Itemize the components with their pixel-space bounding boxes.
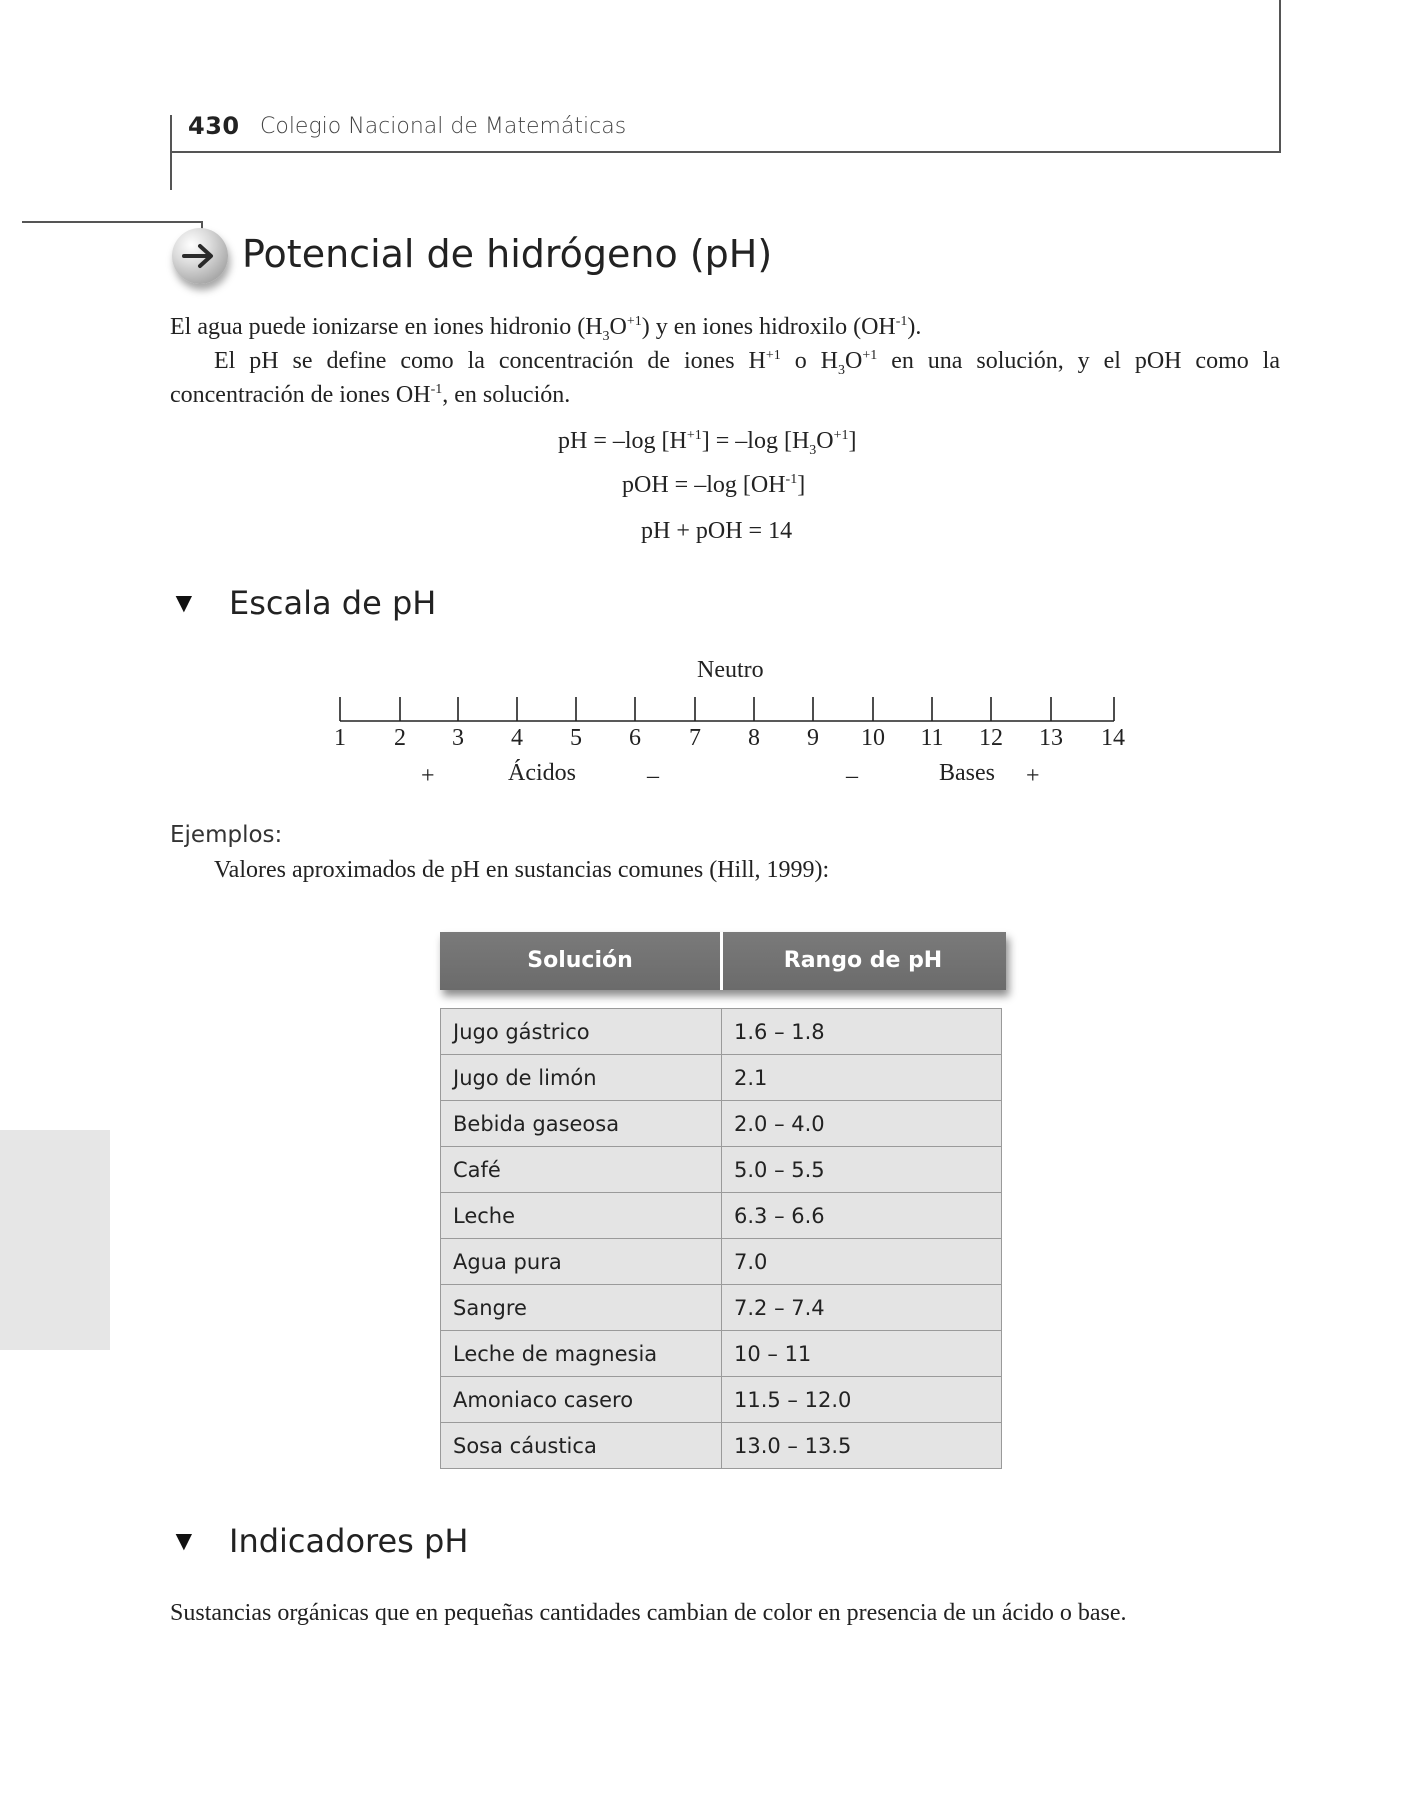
formula-poh: pOH = –log $[OH^{-1}]$ (622, 472, 806, 498)
cell-ph-range: 7.0 (722, 1239, 1002, 1285)
table-row (441, 1285, 1002, 1331)
section-rule (22, 221, 202, 223)
indicators-heading: Indicadores pH (229, 1522, 469, 1560)
table-row (441, 1423, 1002, 1469)
ph-scale-bar (338, 695, 1118, 725)
examples-text: Valores aproximados de pH en sustancias comunes (Hill, 1999): (214, 857, 830, 883)
cell-solution: Leche (441, 1193, 722, 1239)
cell-ph-range: 2.0 – 4.0 (722, 1101, 1002, 1147)
examples-label: Ejemplos: (170, 822, 283, 848)
header-solution: Solución (527, 948, 633, 973)
cell-ph-range: 10 – 11 (722, 1331, 1002, 1377)
cell-ph-range: 5.0 – 5.5 (722, 1147, 1002, 1193)
cell-solution: Sosa cáustica (441, 1423, 722, 1469)
scale-number: 11 (920, 725, 944, 751)
header-right-rule (1279, 0, 1281, 152)
scale-number: 6 (629, 725, 641, 751)
scale-number: 3 (452, 725, 464, 751)
table-header (440, 932, 1006, 990)
arrow-right-icon (172, 228, 228, 284)
base-label: Bases (939, 760, 995, 786)
triangle-bullet-icon: ▼ (170, 1526, 198, 1557)
table-row (441, 1377, 1002, 1423)
cell-solution: Jugo gástrico (441, 1009, 722, 1055)
section-title: Potencial de hidrógeno (pH) (242, 232, 773, 276)
cell-solution: Amoniaco casero (441, 1377, 722, 1423)
cell-ph-range: 2.1 (722, 1055, 1002, 1101)
intro-line-3: concentración de iones $OH^{-1}$, en solución. (170, 382, 571, 408)
scale-number: 10 (861, 725, 885, 751)
cell-ph-range: 7.2 – 7.4 (722, 1285, 1002, 1331)
scale-number: 2 (394, 725, 406, 751)
table-row (441, 1239, 1002, 1285)
base-plus: + (1026, 763, 1040, 789)
base-minus: – (846, 763, 858, 789)
table-row (441, 1331, 1002, 1377)
scale-number: 12 (979, 725, 1003, 751)
page-number: 430 (188, 112, 240, 140)
acid-plus: + (421, 763, 435, 789)
cell-solution: Café (441, 1147, 722, 1193)
book-title: Colegio Nacional de Matemáticas (260, 114, 627, 139)
ph-table (440, 1008, 1002, 1469)
intro-line-2: El pH se define como la concentración de iones $H^{+1}$ o $H_3O^{+1}$ en una solución, y el pOH como la (214, 348, 1280, 378)
table-row (441, 1193, 1002, 1239)
table-row (441, 1009, 1002, 1055)
scale-number: 7 (689, 725, 701, 751)
scale-number: 14 (1101, 725, 1125, 751)
cell-solution: Agua pura (441, 1239, 722, 1285)
cell-solution: Bebida gaseosa (441, 1101, 722, 1147)
intro-line-1: El agua puede ionizarse en iones hidronio $(H_3O^{+1})$ y en iones hidroxilo $(OH^{-1})$. (170, 314, 922, 344)
cell-solution: Sangre (441, 1285, 722, 1331)
header-left-rule (170, 115, 172, 190)
acid-label: Ácidos (508, 760, 576, 786)
side-tab (0, 1130, 110, 1350)
scale-number: 8 (748, 725, 760, 751)
table-row (441, 1101, 1002, 1147)
cell-ph-range: 13.0 – 13.5 (722, 1423, 1002, 1469)
indicators-text: Sustancias orgánicas que en pequeñas cantidades cambian de color en presencia de un ácido o base. (170, 1600, 1127, 1626)
scale-number: 1 (334, 725, 346, 751)
neutral-label: Neutro (697, 657, 764, 683)
formula-ph: pH = –log $[H^{+1}] = -\log$ $[H_3O^{+1}]$ (558, 428, 857, 458)
header-ph-range: Rango de pH (783, 948, 943, 973)
scale-number: 13 (1039, 725, 1063, 751)
scale-number: 4 (511, 725, 523, 751)
header-rule (170, 151, 1281, 153)
scale-number: 9 (807, 725, 819, 751)
cell-ph-range: 1.6 – 1.8 (722, 1009, 1002, 1055)
cell-solution: Leche de magnesia (441, 1331, 722, 1377)
acid-minus: – (647, 763, 659, 789)
cell-solution: Jugo de limón (441, 1055, 722, 1101)
scale-heading: Escala de pH (229, 584, 437, 622)
formula-sum: pH + pOH = 14 (641, 518, 793, 544)
cell-ph-range: 11.5 – 12.0 (722, 1377, 1002, 1423)
table-row (441, 1147, 1002, 1193)
scale-number: 5 (570, 725, 582, 751)
triangle-bullet-icon: ▼ (170, 588, 198, 619)
table-row (441, 1055, 1002, 1101)
cell-ph-range: 6.3 – 6.6 (722, 1193, 1002, 1239)
